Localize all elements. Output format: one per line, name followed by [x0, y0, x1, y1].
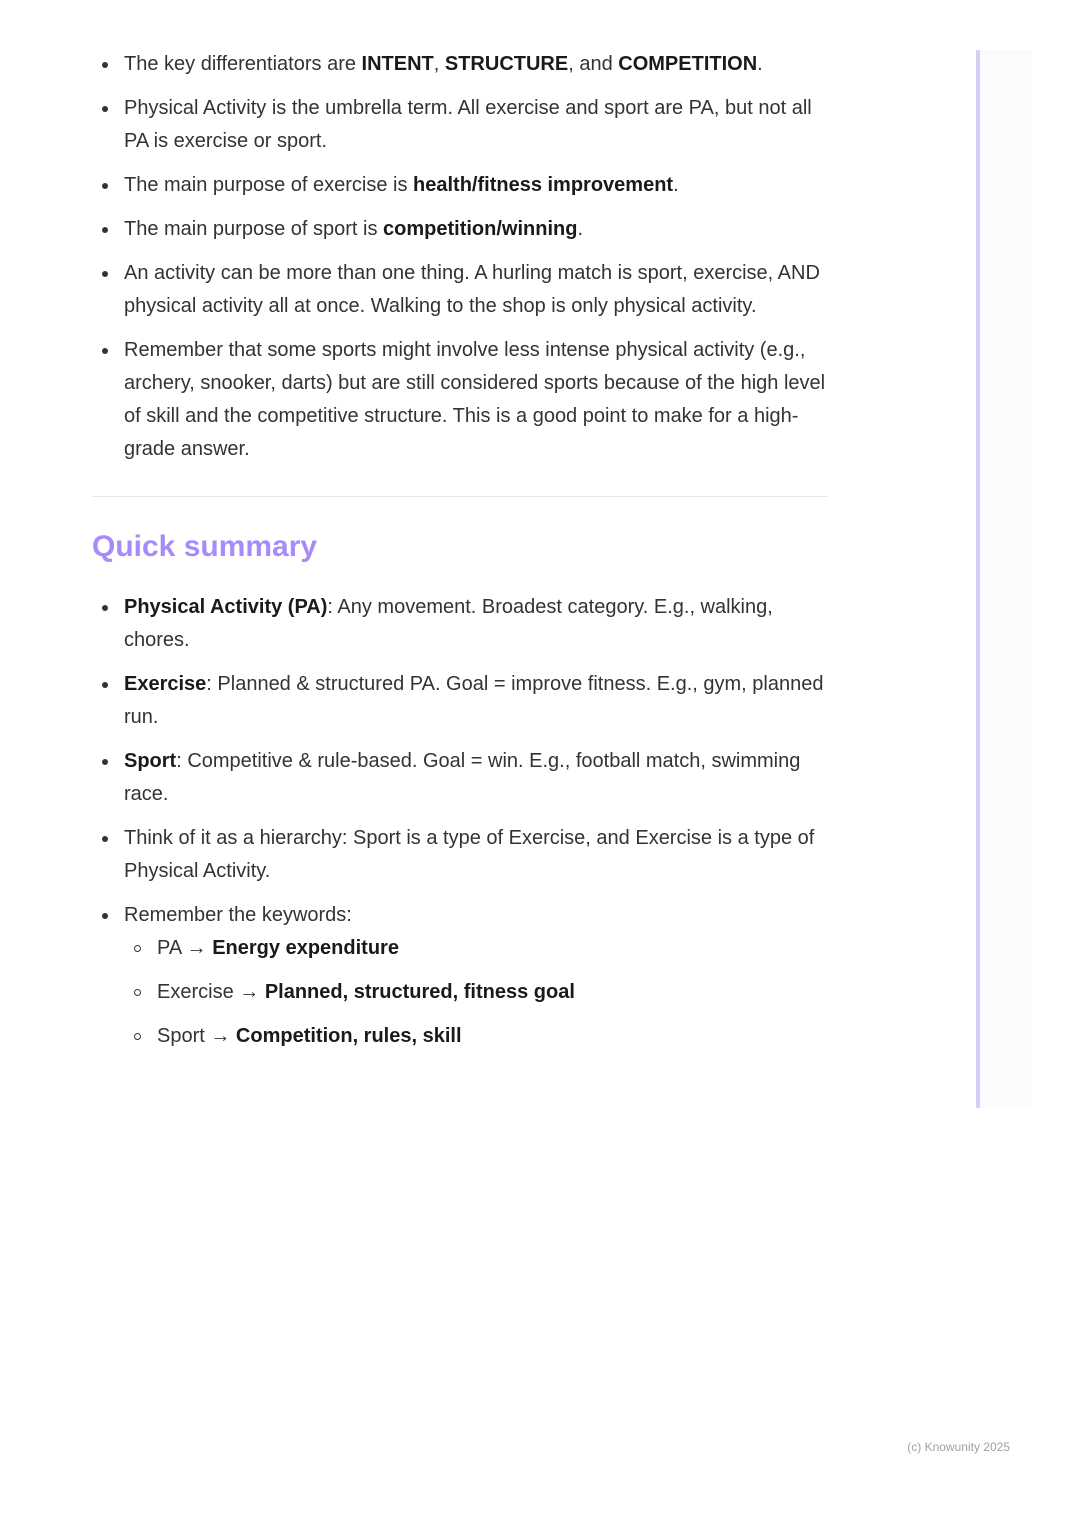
summary-list — [92, 591, 832, 1053]
list-item: Physical Activity is the umbrella term. All exercise and sport are PA, but not all PA is exercise or sport. — [92, 92, 832, 158]
sub-list-item: PA → Energy expenditure — [124, 932, 832, 965]
term-sport: Sport — [124, 750, 177, 772]
list-item: Remember the keywords: PA → Energy expenditure Exercise → Planned, structured, fitness goal Sport → Competition, rules, skill — [92, 899, 832, 1053]
keyword-competition-winning: competition/winning — [383, 218, 578, 240]
keywords-sublist — [124, 932, 832, 1053]
keyword-intent: INTENT — [361, 53, 434, 75]
term-physical-activity: Physical Activity (PA) — [124, 596, 328, 618]
list-item: Physical Activity (PA): Any movement. Broadest category. E.g., walking, chores. — [92, 591, 832, 657]
list-item: Think of it as a hierarchy: Sport is a type of Exercise, and Exercise is a type of Physical Activity. — [92, 822, 832, 888]
section-divider — [92, 496, 828, 497]
list-item: An activity can be more than one thing. A hurling match is sport, exercise, AND physical activity all at once. Walking to the shop is only physical activity. — [92, 257, 832, 323]
copyright-footer: (c) Knowunity 2025 — [907, 1440, 1010, 1454]
term-exercise: Exercise — [124, 673, 207, 695]
sub-list-item: Sport → Competition, rules, skill — [124, 1020, 832, 1053]
list-item: The main purpose of sport is competition/winning. — [92, 213, 832, 246]
list-item: The key differentiators are INTENT, STRUCTURE, and COMPETITION. — [92, 48, 832, 81]
keyword-health-fitness: health/fitness improvement — [413, 174, 674, 196]
key-points-list — [92, 48, 832, 466]
list-item: Remember that some sports might involve less intense physical activity (e.g., archery, snooker, darts) but are still considered sports because of the high level of skill and the competitive structure. This is a good point to make for a high-grade answer. — [92, 334, 832, 466]
list-item: Exercise: Planned & structured PA. Goal = improve fitness. E.g., gym, planned run. — [92, 668, 832, 734]
list-item: Sport: Competitive & rule-based. Goal = win. E.g., football match, swimming race. — [92, 745, 832, 811]
list-item: The main purpose of exercise is health/fitness improvement. — [92, 169, 832, 202]
side-panel — [976, 50, 1032, 1108]
keyword-structure: STRUCTURE — [444, 53, 569, 75]
document-content — [92, 48, 832, 1064]
section-title: Quick summary — [92, 530, 318, 563]
keyword-competition: COMPETITION — [618, 53, 758, 75]
sub-list-item: Exercise → Planned, structured, fitness goal — [124, 976, 832, 1009]
